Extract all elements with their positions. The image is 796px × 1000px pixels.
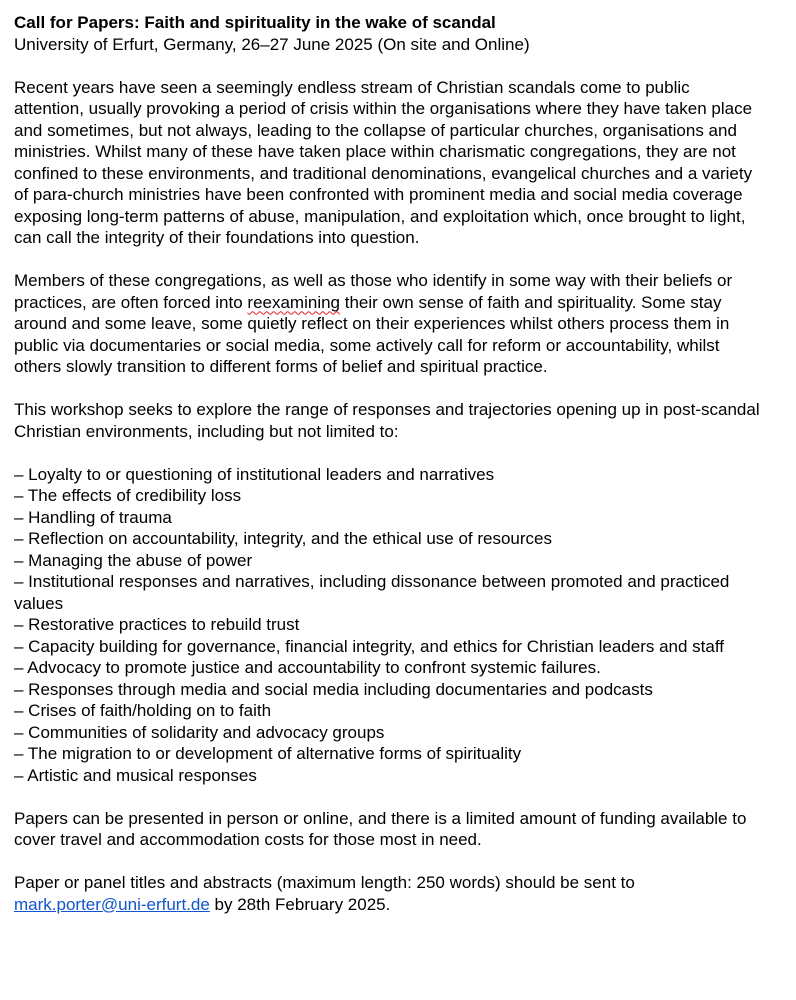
paragraph-funding: Papers can be presented in person or online, and there is a limited amount of funding available to cover travel and accommodation costs for those most in need. xyxy=(14,808,747,849)
list-item: – Loyalty to or questioning of institutional leaders and narratives xyxy=(14,464,495,484)
paragraph-intro: Recent years have seen a seemingly endless stream of Christian scandals come to public attention, usually provoking a period of crisis within the organisations where they have taken place and sometimes, but not always, leading to the collapse of particular churches, organisations and ministries. Whilst many of these have taken place within charismatic congregations, they are not confined to these environments, and traditional denominations, evangelical churches and a variety of para-church ministries have been confronted with prominent media and social media coverage exposing long-term patterns of abuse, manipulation, and exploitation which, once brought to light, can call the integrity of their foundations into question. xyxy=(14,77,753,247)
list-item: – Institutional responses and narratives, including dissonance between promoted and practiced values xyxy=(14,572,730,613)
list-item: – Managing the abuse of power xyxy=(14,550,253,570)
document-title: Call for Papers: Faith and spirituality in the wake of scandal xyxy=(14,13,496,32)
list-item: – Responses through media and social media including documentaries and podcasts xyxy=(14,679,653,699)
list-item: – Restorative practices to rebuild trust xyxy=(14,615,300,634)
list-item: – Advocacy to promote justice and accountability to confront systemic failures. xyxy=(14,658,601,677)
paragraph-members-text-before: Members of these congregations, as well as those who identify in some way with their beliefs or practices, are often forced into xyxy=(14,271,733,312)
list-item: – The effects of credibility loss xyxy=(14,486,242,505)
list-item: – Crises of faith/holding on to faith xyxy=(14,701,272,720)
misspelled-word[interactable]: reexamining xyxy=(247,292,341,312)
paragraph-submission-text-after: by 28th February 2025. xyxy=(209,894,391,914)
paragraph-workshop: This workshop seeks to explore the range of responses and trajectories opening up in post-scandal Christian environments, including but not limited to: xyxy=(14,400,760,441)
document-subtitle: University of Erfurt, Germany, 26–27 June 2025 (On site and Online) xyxy=(14,34,530,54)
topics-list xyxy=(14,464,764,787)
list-item: – Artistic and musical responses xyxy=(14,765,257,785)
paragraph-submission xyxy=(14,872,764,915)
document-header xyxy=(14,12,764,55)
paragraph-members-text-after: their own sense of faith and spirituality. Some stay around and some leave, some quietly reflect on their experiences whilst others process them in public via documentaries or social media, some actively call for reform or accountability, whilst others slowly transition to different forms of belief and spiritual practice. xyxy=(14,292,730,376)
paragraph-submission-text-before: Paper or panel titles and abstracts (maximum length: 250 words) should be sent to xyxy=(14,873,635,892)
email-link[interactable]: mark.porter@uni-erfurt.de xyxy=(14,894,210,914)
list-item: – Reflection on accountability, integrity, and the ethical use of resources xyxy=(14,529,553,548)
list-item: – Handling of trauma xyxy=(14,507,172,527)
list-item: – Communities of solidarity and advocacy groups xyxy=(14,722,385,742)
list-item: – The migration to or development of alternative forms of spirituality xyxy=(14,744,522,763)
paragraph-members xyxy=(14,270,764,378)
list-item: – Capacity building for governance, financial integrity, and ethics for Christian leaders and staff xyxy=(14,636,724,656)
